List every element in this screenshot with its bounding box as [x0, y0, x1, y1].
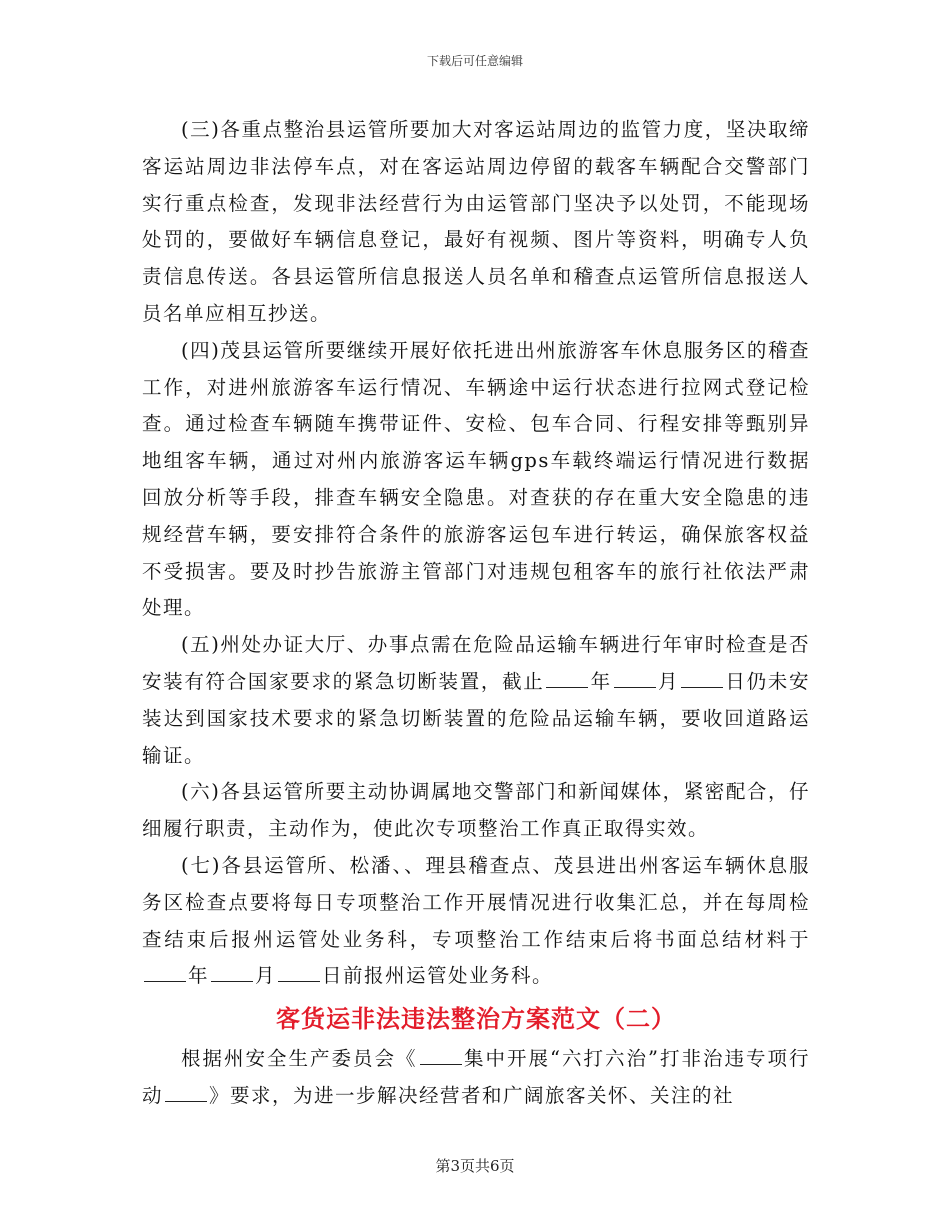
paragraph-6 [142, 774, 810, 848]
blank-line [211, 963, 253, 982]
paragraph-text: (六)各县运管所要主动协调属地交警部门和新闻媒体，紧密配合，仔细履行职责，主动作为，使此次专项整治工作真正取得实效。 [142, 780, 810, 841]
intro-paragraph [142, 1041, 810, 1115]
paragraph-text: (七)各县运管所、松潘、、理县稽查点、茂县进出州客运车辆休息服务区检查点要将每日专项整治工作开展情况进行收集汇总，并在每周检查结束后报州运管处业务科，专项整治工作结束后将书面总结材料于 [142, 853, 810, 951]
paragraph-text: (三)各重点整治县运管所要加大对客运站周边的监管力度，坚决取缔客运站周边非法停车点，对在客运站周边停留的载客车辆配合交警部门实行重点检查，发现非法经营行为由运管部门坚决予以处罚，不能现场处罚的，要做好车辆信息登记，最好有视频、图片等资料，明确专人负责信息传送。各县运管所信息报送人员名单和稽查点运管所信息报送人员名单应相互抄送。 [142, 118, 810, 325]
date-month-label: 月 [657, 669, 680, 693]
section-title: 客货运非法违法整治方案范文（二） [276, 1005, 676, 1034]
paragraph-text: 日仍未安装达到国家技术要求的紧急切断装置的危险品运输车辆，要收回道路运输证。 [142, 669, 810, 767]
paragraph-text: 根据州安全生产委员会《 [181, 1047, 418, 1071]
paragraph-4 [142, 333, 810, 627]
date-year-label: 年 [590, 669, 612, 693]
paragraph-5 [142, 627, 810, 774]
paragraph-text: 集中开展“六打六治”打非治违专项行动 [142, 1047, 810, 1107]
paragraph-text: (五)州处办证大厅、办事点需在危险品运输车辆进行年审时检查是否安装有符合国家要求的紧急切断装置，截止 [142, 633, 810, 693]
blank-line [681, 669, 723, 688]
blank-line [546, 669, 588, 688]
paragraph-text: 》要求，为进一步解决经营者和广阔旅客关怀、关注的社 [209, 1083, 735, 1107]
document-body [142, 112, 810, 1115]
blank-line [614, 669, 656, 688]
paragraph-text: (四)茂县运管所要继续开展好依托进出州旅游客车休息服务区的稽查工作，对进州旅游客车运行情况、车辆途中运行状态进行拉网式登记检查。通过检查车辆随车携带证件、安检、包车合同、行程安排等甄别异地组客车辆，通过对州内旅游客运车辆gps车载终端运行情况进行数据回放分析等手段，排查车辆安全隐患。对查获的存在重大安全隐患的违规经营车辆，要安排符合条件的旅游客运包车进行转运，确保旅客权益不受损害。要及时抄告旅游主管部门对违规包租客车的旅行社依法严肃处理。 [142, 338, 810, 620]
date-year-label: 年 [188, 964, 210, 988]
paragraph-7 [142, 848, 810, 995]
paragraph-3 [142, 112, 810, 333]
blank-line [278, 963, 320, 982]
page-number: 第3页共6页 [435, 1157, 515, 1175]
blank-line [165, 1083, 207, 1102]
blank-line [420, 1046, 462, 1065]
paragraph-text: 日前报州运管处业务科。 [322, 964, 554, 988]
date-month-label: 月 [255, 964, 277, 988]
page-header-note: 下载后可任意编辑 [426, 54, 523, 68]
blank-line [144, 963, 186, 982]
